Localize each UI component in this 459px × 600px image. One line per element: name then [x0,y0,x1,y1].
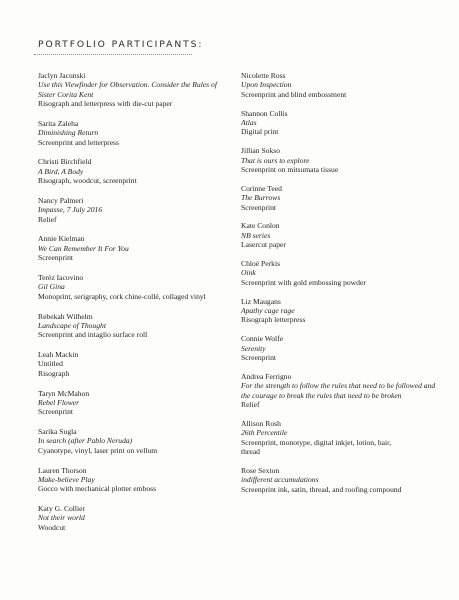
artwork-medium: Gocco with mechanical plotter emboss [38,484,157,494]
artwork-medium: Risograph [38,368,70,378]
artwork-title: Not their world [38,513,85,523]
artwork-medium: Screenprint, monotype, digital inkjet, lotion, hair, [241,437,392,447]
artwork-title: A Bird, A Body [38,166,84,176]
artwork-title: In search (after Pablo Neruda) [38,436,133,446]
artwork-title: NB series [241,230,271,240]
artwork-medium: Risograph and letterpress with die-cut paper [38,99,173,109]
participant-entry [38,273,238,301]
participant-entry [38,234,238,262]
participant-entry [38,157,238,185]
participant-entry [38,350,238,378]
artist-name: Kate Conlon [241,221,280,231]
artwork-medium: Monoprint, serigraphy, cork chine-collé, collaged vinyl [38,291,206,301]
artist-name: Terèz Iacovino [38,272,84,282]
artist-name: Corinne Teed [241,183,282,193]
artwork-medium: Risograph letterpress [241,315,306,325]
artist-name: Chloé Perkis [241,259,281,269]
participant-entry [38,504,238,532]
artwork-title: The Burrows [241,193,281,203]
artwork-medium: Screenprint and letterpress [38,137,119,147]
participant-entry [38,466,238,494]
participant-entry [38,312,238,340]
artist-name: Liz Maugans [241,296,281,306]
participant-entry [38,427,238,455]
artist-name: Nicolette Ross [241,71,286,80]
artwork-title: We Can Remember It For You [38,243,129,253]
participant-entry [241,372,441,410]
participant-entry [241,109,441,137]
artwork-medium: Screenprint [241,353,277,363]
artwork-title: Rebel Flower [38,397,80,407]
artist-name: Sarika Sugla [38,427,77,437]
artwork-title: Upon Inspection [241,80,292,90]
participant-entry [241,259,441,287]
artwork-title: the courage to break the rules that need to be broken [241,390,402,400]
participant-entry [241,221,441,249]
artist-name: Lauren Thorson [38,465,87,475]
participant-entry [38,119,238,147]
artist-name: Jillian Sokso [241,146,281,156]
artwork-title: indifferent accumulations [241,475,319,485]
artwork-medium: Lasercut paper [241,240,286,250]
participant-entry [241,184,441,212]
artwork-title: 26th Percentile [241,428,288,438]
artist-name: Leah Mackin [38,350,79,360]
participant-entry [38,196,238,224]
heading-underline [34,54,192,55]
artist-name: Shannon Collis [241,108,288,118]
participant-entry [241,146,441,174]
artwork-medium: Relief [241,400,260,410]
participant-entry [241,334,441,362]
artist-name: Nancy Palmeri [38,195,84,205]
artwork-medium: Screenprint and blind embossment [241,89,347,99]
artwork-medium: Screenprint [38,253,74,263]
artist-name: Sarita Zaleha [38,118,79,128]
artwork-medium: Risograph, woodcut, screenprint [38,176,137,186]
artist-name: Annie Kielman [38,234,85,244]
participant-entry [241,71,441,99]
participant-entry [38,389,238,417]
artwork-title: Oink [241,268,256,278]
artwork-medium: Untitled [38,359,63,369]
artwork-medium: Woodcut [38,522,66,532]
artist-name: Christi Birchfield [38,157,92,167]
artwork-title: Atlas [241,118,257,128]
participant-entry [38,71,238,109]
artwork-title: Sister Corita Kent [38,89,94,99]
artist-name: Taryn McMahon [38,388,90,398]
artist-name: Connie Wolfe [241,334,284,344]
artwork-title: Apathy cage rage [241,306,295,316]
artwork-title: Impasse, 7 July 2016 [38,205,103,215]
artwork-medium: Screenprint with gold embossing powder [241,277,366,287]
artwork-medium: Screenprint [241,202,277,212]
artwork-title: For the strength to follow the rules that need to be followed and [241,381,436,391]
participant-entry [241,297,441,325]
artwork-medium: Cyanotype, vinyl, laser print on vellum [38,445,158,455]
participant-entry [241,466,441,494]
artist-name: Katy G. Collier [38,504,86,514]
artwork-title: Serenity [241,343,266,353]
participant-entry [241,419,441,457]
artwork-title: Make-believe Play [38,474,95,484]
artwork-medium: Relief [38,214,57,224]
artwork-title: Gil Gina [38,282,65,292]
artwork-title: Landscape of Thought [38,320,106,330]
artwork-medium: Screenprint and intaglio surface roll [38,330,148,340]
artwork-medium: Screenprint on mitsumata tissue [241,165,339,175]
artwork-medium: Digital print [241,127,279,137]
artist-name: Rebekah Wilhelm [38,311,93,321]
page-heading: PORTFOLIO PARTICIPANTS: [38,39,204,50]
artwork-title: That is ours to explore [241,155,310,165]
artwork-medium: Screenprint [38,407,74,417]
participants-column-left [38,71,238,532]
artist-name: Andrea Ferrigno [241,371,292,381]
artist-name: Rose Sexton [241,465,280,475]
artwork-title: Use this Viewfinder for Observation. Consider the Rules of [38,80,217,90]
participants-column-right [241,71,441,494]
artwork-medium: thread [241,447,260,457]
artwork-medium: Screenprint ink, satin, thread, and roofing compound [241,484,402,494]
artist-name: Jaclyn Jacunski [38,71,86,80]
artwork-title: Diminishing Return [38,128,99,138]
artist-name: Allison Rosh [241,418,281,428]
